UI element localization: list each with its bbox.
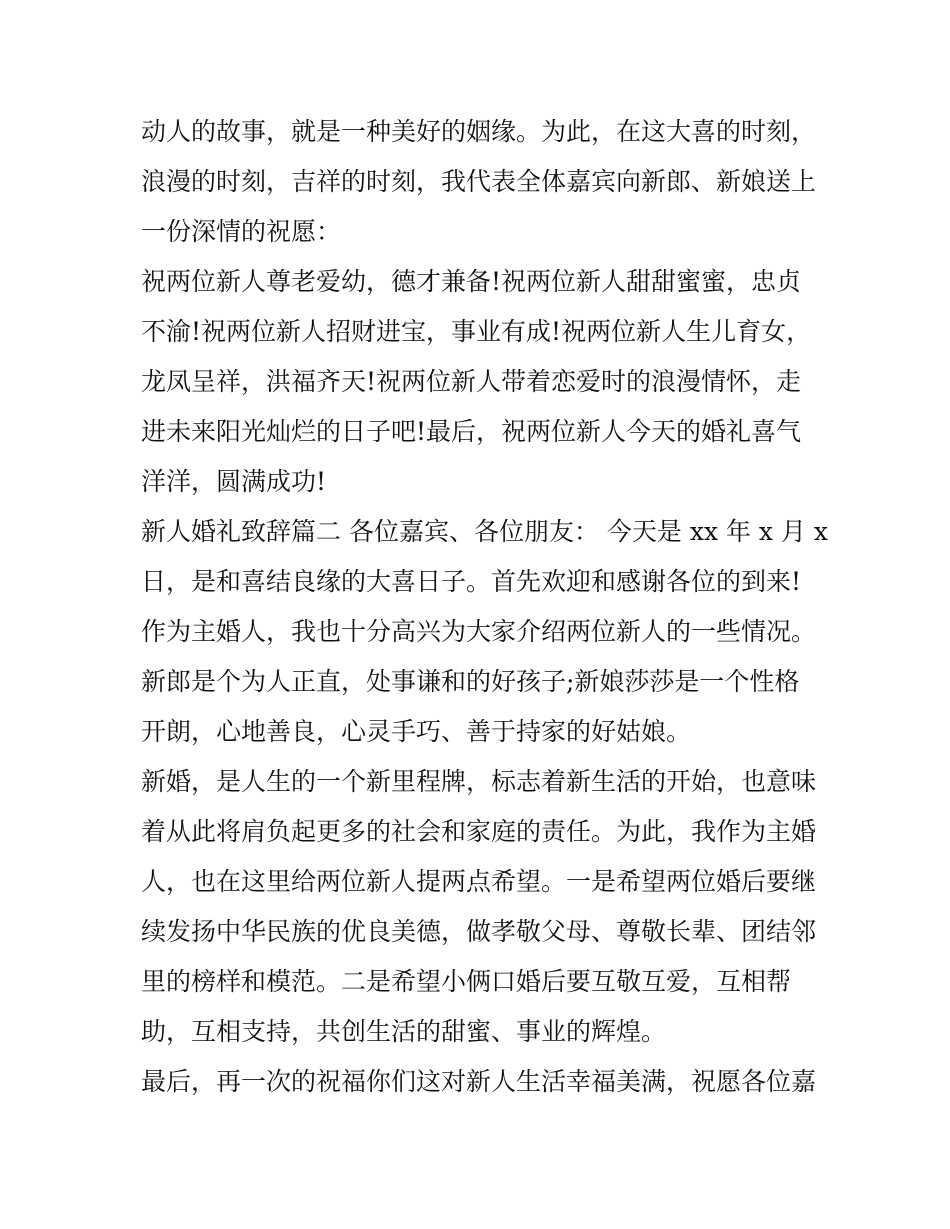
text-line-11: 作为主婚人，我也十分高兴为大家介绍两位新人的一些情况。 — [141, 617, 817, 646]
text-line-9: 新人婚礼致辞篇二 各位嘉宾、各位朋友： 今天是 xx 年 x 月 x — [141, 517, 829, 546]
text-line-12: 新郎是个为人正直，处事谦和的好孩子;新娘莎莎是一个性格 — [141, 667, 800, 696]
text-line-14: 新婚，是人生的一个新里程牌，标志着新生活的开始，也意味 — [141, 767, 817, 796]
text-line-20: 最后，再一次的祝福你们这对新人生活幸福美满，祝愿各位嘉 — [141, 1067, 817, 1096]
text-line-18: 里的榜样和模范。二是希望小俩口婚后要互敬互爱，互相帮 — [141, 967, 792, 996]
text-line-15: 着从此将肩负起更多的社会和家庭的责任。为此，我作为主婚 — [141, 817, 817, 846]
text-line-13: 开朗，心地善良，心灵手巧、善于持家的好姑娘。 — [141, 717, 692, 746]
text-line-16: 人，也在这里给两位新人提两点希望。一是希望两位婚后要继 — [141, 867, 817, 896]
text-line-17: 续发扬中华民族的优良美德，做孝敬父母、尊敬长辈、团结邻 — [141, 917, 817, 946]
text-line-19: 助，互相支持，共创生活的甜蜜、事业的辉煌。 — [141, 1017, 667, 1046]
text-line-1: 动人的故事，就是一种美好的姻缘。为此，在这大喜的时刻， — [141, 117, 817, 146]
text-line-3: 一份深情的祝愿： — [141, 217, 342, 246]
text-line-5: 不渝!祝两位新人招财进宝，事业有成!祝两位新人生儿育女， — [141, 317, 812, 346]
text-line-4: 祝两位新人尊老爱幼，德才兼备!祝两位新人甜甜蜜蜜，忠贞 — [141, 267, 802, 296]
text-line-8: 洋洋，圆满成功! — [141, 467, 327, 496]
text-line-10: 日，是和喜结良缘的大喜日子。首先欢迎和感谢各位的到来! — [141, 567, 802, 596]
text-line-6: 龙凤呈祥，洪福齐天!祝两位新人带着恋爱时的浪漫情怀，走 — [141, 367, 802, 396]
text-line-2: 浪漫的时刻，吉祥的时刻，我代表全体嘉宾向新郎、新娘送上 — [141, 167, 817, 196]
text-line-7: 进未来阳光灿烂的日子吧!最后，祝两位新人今天的婚礼喜气 — [141, 417, 802, 446]
